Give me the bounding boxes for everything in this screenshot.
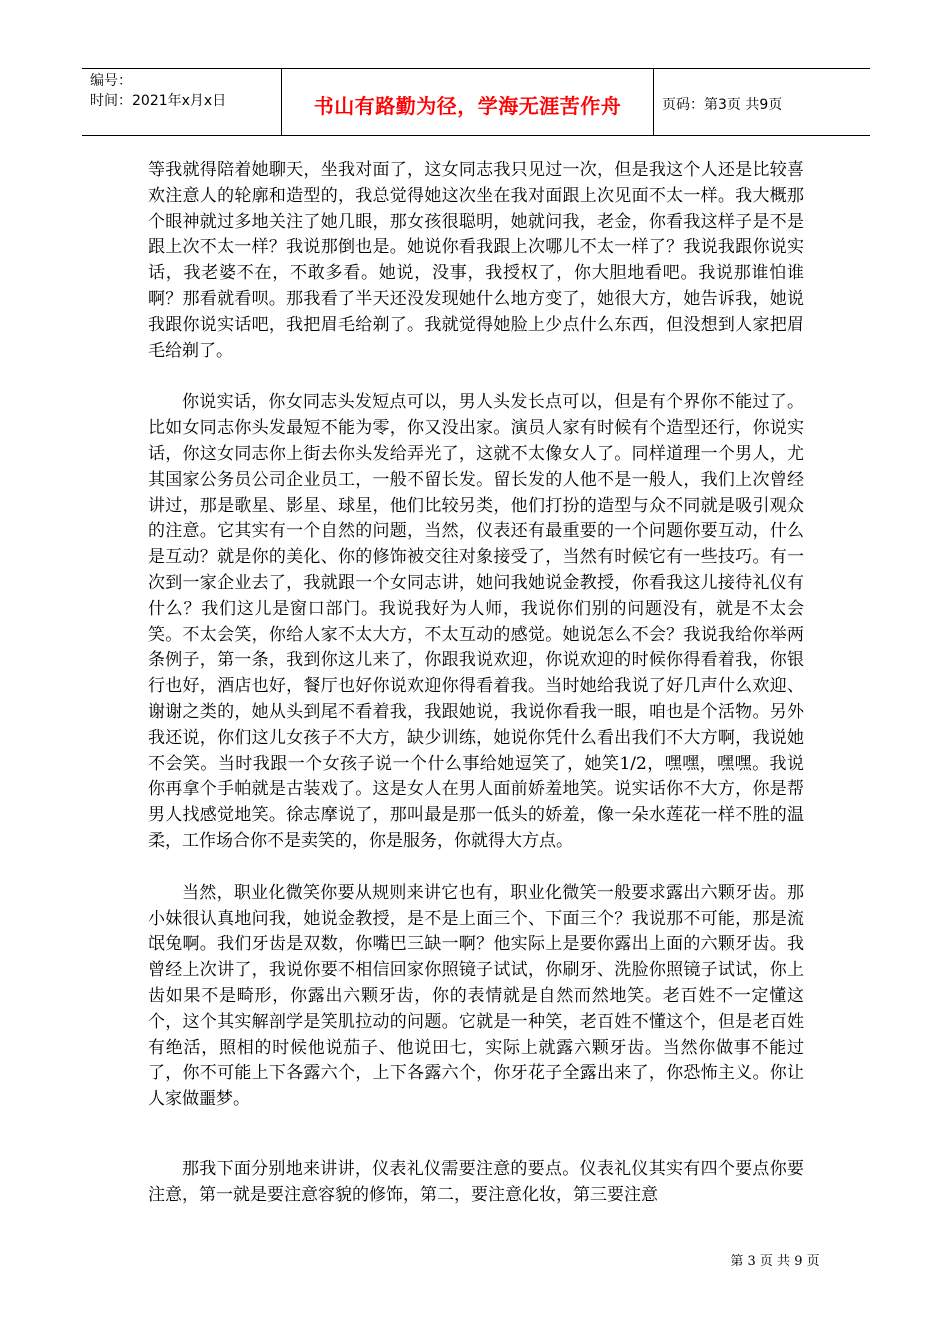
number-label: 编号：	[90, 73, 132, 89]
header-page-label: 页码：第3页 共9页	[662, 97, 783, 113]
paragraph-1: 等我就得陪着她聊天，坐我对面了，这女同志我只见过一次，但是我这个人还是比较喜欢注意人的轮廓和造型的，我总觉得她这次坐在我对面跟上次见面不太一样。我大概那个眼神就过多地关注了她几眼，那女孩很聪明，她就问我，老金，你看我这样子是不是跟上次不太一样？我说那倒也是。她说你看我跟上次哪儿不太一样了？我说我跟你说实话，我老婆不在，不敢多看。她说，没事，我授权了，你大胆地看吧。我说那谁怕谁啊？那看就看呗。那我看了半天还没发现她什么地方变了，她很大方，她告诉我，她说我跟你说实话吧，我把眉毛给剃了。我就觉得她脸上少点什么东西，但没想到人家把眉毛给剃了。	[148, 160, 804, 361]
paragraph-4: 那我下面分别地来讲讲，仪表礼仪需要注意的要点。仪表礼仪其实有四个要点你要注意，第一就是要注意容貌的修饰，第二，要注意化妆，第三要注意	[148, 1158, 804, 1205]
date-label: 时间：2021年x月x日	[90, 93, 227, 109]
paragraph-3: 当然，职业化微笑你要从规则来讲它也有，职业化微笑一般要求露出六颗牙齿。那小妹很认真地问我，她说金教授，是不是上面三个、下面三个？我说那不可能，那是流氓兔啊。我们牙齿是双数，你嘴巴三缺一啊？他实际上是要你露出上面的六颗牙齿。我曾经上次讲了，我说你要不相信回家你照镜子试试，你刷牙、洗脸你照镜子试试，你上齿如果不是畸形，你露出六颗牙齿，你的表情就是自然而然地笑。老百姓不一定懂这个，这个其实解剖学是笑肌拉动的问题。它就是一种笑，老百姓不懂这个，但是老百姓有绝活，照相的时候他说茄子、他说田七，实际上就露六颗牙齿。当然你做事不能过了，你不可能上下各露六个，上下各露六个，你牙花子全露出来了，你恐怖主义。你让人家做噩梦。	[148, 882, 804, 1110]
paragraph-2: 你说实话，你女同志头发短点可以，男人头发长点可以，但是有个界你不能过了。比如女同志你头发最短不能为零，你又没出家。演员人家有时候有个造型还行，你说实话，你这女同志你上街去你头发给弄光了，这就不太像女人了。同样道理一个男人，尤其国家公务员公司企业员工，一般不留长发。留长发的人他不是一般人，我们上次曾经讲过，那是歌星、影星、球星，他们比较另类，他们打扮的造型与众不同就是吸引观众的注意。它其实有一个自然的问题，当然，仪表还有最重要的一个问题你要互动，什么是互动？就是你的美化、你的修饰被交往对象接受了，当然有时候它有一些技巧。有一次到一家企业去了，我就跟一个女同志讲，她问我她说金教授，你看我这儿接待礼仪有什么？我们这儿是窗口部门。我说我好为人师，我说你们别的问题没有，就是不太会笑。不太会笑，你给人家不太大方，不太互动的感觉。她说怎么不会？我说我给你举两条例子，第一条，我到你这儿来了，你跟我说欢迎，你说欢迎的时候你得看着我，你银行也好，酒店也好，餐厅也好你说欢迎你得看着我。当时她给我说了好几声什么欢迎、谢谢之类的，她从头到尾不看着我，我跟她说，我说你看我一眼，咱也是个活物。另外我还说，你们这儿女孩子不大方，缺少训练，她说你凭什么看出我们不大方啊，我说她不会笑。当时我跟一个女孩子说一个什么事给她逗笑了，她笑1/2，嘿嘿，嘿嘿。我说你再拿个手帕就是古装戏了。这是女人在男人面前娇羞地笑。说实话你不大方，你是帮男人找感觉地笑。徐志摩说了，那叫最是那一低头的娇羞，像一朵水莲花一样不胜的温柔，工作场合你不是卖笑的，你是服务，你就得大方点。	[148, 392, 804, 851]
document-body	[148, 158, 804, 1208]
document-header	[82, 68, 870, 136]
header-motto: 书山有路勤为径，学海无涯苦作舟	[282, 69, 654, 135]
page-footer	[0, 1250, 950, 1269]
footer-page-number: 第 3 页 共 9 页	[730, 1254, 820, 1269]
header-meta	[82, 69, 282, 135]
